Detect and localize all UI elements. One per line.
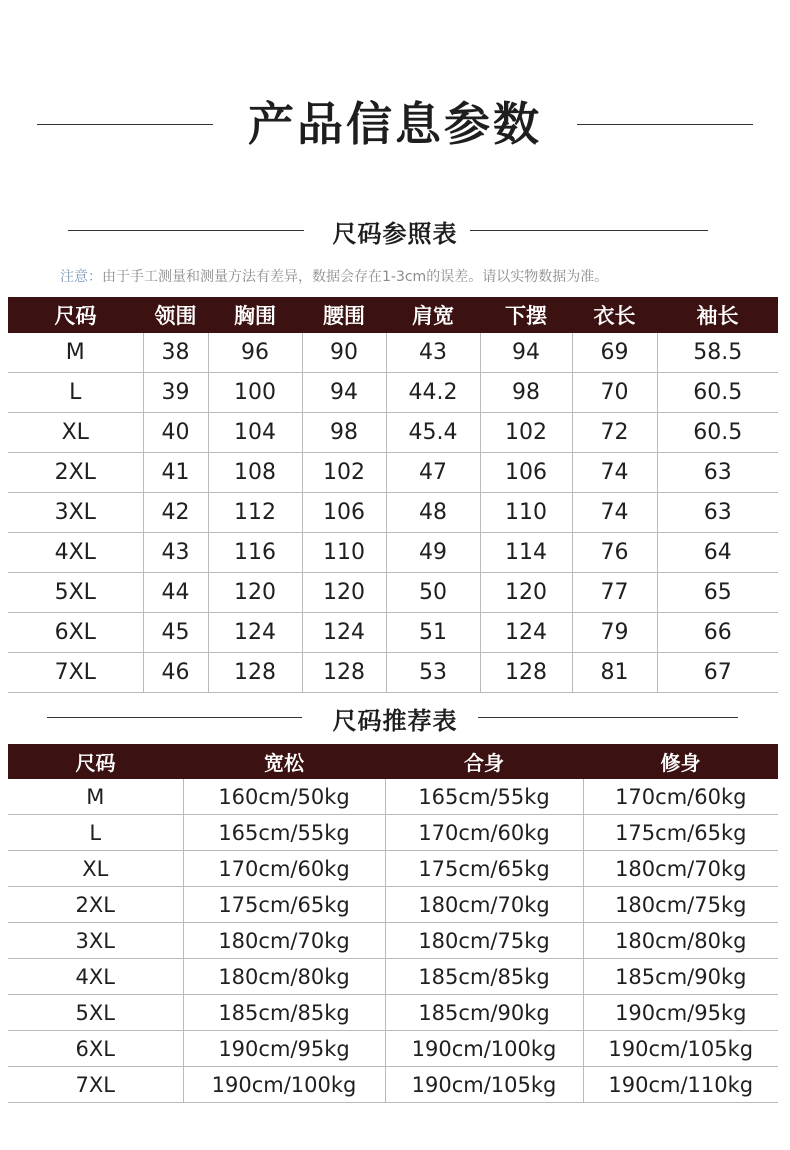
header-cell: 胸围 <box>208 297 302 333</box>
value-cell: 96 <box>208 333 302 373</box>
value-cell: 180cm/70kg <box>183 923 385 959</box>
value-cell: 124 <box>302 613 386 653</box>
value-cell: 66 <box>657 613 778 653</box>
table-row <box>8 923 778 959</box>
size-cell: 2XL <box>8 887 183 923</box>
value-cell: 40 <box>143 413 208 453</box>
recommend-chart-header-row <box>8 744 778 779</box>
size-cell: L <box>8 373 143 413</box>
value-cell: 58.5 <box>657 333 778 373</box>
table-row <box>8 1067 778 1103</box>
value-cell: 180cm/75kg <box>583 887 778 923</box>
header-cell: 尺码 <box>8 744 183 779</box>
value-cell: 128 <box>480 653 572 693</box>
value-cell: 114 <box>480 533 572 573</box>
page-title: 产品信息参数 <box>248 97 542 151</box>
value-cell: 63 <box>657 453 778 493</box>
value-cell: 38 <box>143 333 208 373</box>
size-chart-table <box>8 297 778 693</box>
table-row <box>8 413 778 453</box>
value-cell: 94 <box>480 333 572 373</box>
value-cell: 128 <box>208 653 302 693</box>
value-cell: 63 <box>657 493 778 533</box>
size-cell: 3XL <box>8 493 143 533</box>
value-cell: 94 <box>302 373 386 413</box>
size-cell: 5XL <box>8 573 143 613</box>
value-cell: 90 <box>302 333 386 373</box>
value-cell: 60.5 <box>657 413 778 453</box>
value-cell: 120 <box>302 573 386 613</box>
value-cell: 190cm/95kg <box>183 1031 385 1067</box>
value-cell: 44.2 <box>386 373 480 413</box>
value-cell: 180cm/70kg <box>583 851 778 887</box>
value-cell: 48 <box>386 493 480 533</box>
table-row <box>8 533 778 573</box>
table-row <box>8 851 778 887</box>
measurement-note <box>60 266 608 286</box>
header-cell: 尺码 <box>8 297 143 333</box>
size-chart-title: 尺码参照表 <box>332 220 458 248</box>
value-cell: 102 <box>480 413 572 453</box>
value-cell: 112 <box>208 493 302 533</box>
size-cell: 7XL <box>8 1067 183 1103</box>
value-cell: 108 <box>208 453 302 493</box>
value-cell: 45.4 <box>386 413 480 453</box>
value-cell: 124 <box>208 613 302 653</box>
value-cell: 51 <box>386 613 480 653</box>
value-cell: 120 <box>480 573 572 613</box>
value-cell: 42 <box>143 493 208 533</box>
value-cell: 175cm/65kg <box>583 815 778 851</box>
value-cell: 69 <box>572 333 657 373</box>
value-cell: 98 <box>480 373 572 413</box>
value-cell: 170cm/60kg <box>183 851 385 887</box>
table-row <box>8 493 778 533</box>
value-cell: 190cm/105kg <box>583 1031 778 1067</box>
table-row <box>8 815 778 851</box>
table-row <box>8 779 778 815</box>
value-cell: 190cm/105kg <box>385 1067 583 1103</box>
header-cell: 肩宽 <box>386 297 480 333</box>
value-cell: 72 <box>572 413 657 453</box>
size-cell: 6XL <box>8 1031 183 1067</box>
value-cell: 128 <box>302 653 386 693</box>
value-cell: 160cm/50kg <box>183 779 385 815</box>
value-cell: 190cm/100kg <box>385 1031 583 1067</box>
note-label: 注意： <box>60 269 102 285</box>
value-cell: 116 <box>208 533 302 573</box>
size-cell: 3XL <box>8 923 183 959</box>
value-cell: 106 <box>302 493 386 533</box>
recommend-chart-title: 尺码推荐表 <box>332 707 458 735</box>
value-cell: 102 <box>302 453 386 493</box>
size-cell: 5XL <box>8 995 183 1031</box>
value-cell: 180cm/80kg <box>183 959 385 995</box>
value-cell: 46 <box>143 653 208 693</box>
value-cell: 170cm/60kg <box>583 779 778 815</box>
value-cell: 185cm/90kg <box>385 995 583 1031</box>
table-row <box>8 453 778 493</box>
value-cell: 110 <box>480 493 572 533</box>
value-cell: 81 <box>572 653 657 693</box>
value-cell: 120 <box>208 573 302 613</box>
table-row <box>8 959 778 995</box>
value-cell: 180cm/70kg <box>385 887 583 923</box>
size-cell: 6XL <box>8 613 143 653</box>
size-cell: 4XL <box>8 959 183 995</box>
value-cell: 74 <box>572 493 657 533</box>
size-cell: XL <box>8 851 183 887</box>
table-row <box>8 887 778 923</box>
size-cell: 2XL <box>8 453 143 493</box>
value-cell: 76 <box>572 533 657 573</box>
value-cell: 44 <box>143 573 208 613</box>
value-cell: 185cm/90kg <box>583 959 778 995</box>
value-cell: 50 <box>386 573 480 613</box>
value-cell: 77 <box>572 573 657 613</box>
value-cell: 190cm/100kg <box>183 1067 385 1103</box>
value-cell: 165cm/55kg <box>385 779 583 815</box>
value-cell: 60.5 <box>657 373 778 413</box>
value-cell: 39 <box>143 373 208 413</box>
size-chart-right-rule <box>470 230 708 231</box>
value-cell: 65 <box>657 573 778 613</box>
value-cell: 43 <box>386 333 480 373</box>
value-cell: 70 <box>572 373 657 413</box>
table-row <box>8 613 778 653</box>
value-cell: 175cm/65kg <box>183 887 385 923</box>
header-cell: 衣长 <box>572 297 657 333</box>
table-row <box>8 653 778 693</box>
value-cell: 67 <box>657 653 778 693</box>
value-cell: 49 <box>386 533 480 573</box>
value-cell: 180cm/80kg <box>583 923 778 959</box>
size-cell: M <box>8 779 183 815</box>
size-cell: XL <box>8 413 143 453</box>
value-cell: 100 <box>208 373 302 413</box>
value-cell: 190cm/110kg <box>583 1067 778 1103</box>
value-cell: 190cm/95kg <box>583 995 778 1031</box>
value-cell: 175cm/65kg <box>385 851 583 887</box>
size-chart-header-row <box>8 297 778 333</box>
value-cell: 47 <box>386 453 480 493</box>
table-row <box>8 1031 778 1067</box>
table-row <box>8 333 778 373</box>
value-cell: 124 <box>480 613 572 653</box>
recommend-chart-table <box>8 744 778 1103</box>
header-cell: 腰围 <box>302 297 386 333</box>
value-cell: 53 <box>386 653 480 693</box>
size-cell: L <box>8 815 183 851</box>
header-cell: 下摆 <box>480 297 572 333</box>
note-text: 由于手工测量和测量方法有差异，数据会存在1-3cm的误差。请以实物数据为准。 <box>102 269 609 285</box>
header-cell: 修身 <box>583 744 778 779</box>
size-cell: 7XL <box>8 653 143 693</box>
table-row <box>8 373 778 413</box>
value-cell: 79 <box>572 613 657 653</box>
main-title-right-rule <box>577 124 753 125</box>
value-cell: 98 <box>302 413 386 453</box>
value-cell: 104 <box>208 413 302 453</box>
size-cell: 4XL <box>8 533 143 573</box>
value-cell: 45 <box>143 613 208 653</box>
value-cell: 106 <box>480 453 572 493</box>
value-cell: 74 <box>572 453 657 493</box>
value-cell: 41 <box>143 453 208 493</box>
header-cell: 袖长 <box>657 297 778 333</box>
value-cell: 185cm/85kg <box>385 959 583 995</box>
value-cell: 180cm/75kg <box>385 923 583 959</box>
size-cell: M <box>8 333 143 373</box>
value-cell: 170cm/60kg <box>385 815 583 851</box>
header-cell: 合身 <box>385 744 583 779</box>
header-cell: 宽松 <box>183 744 385 779</box>
value-cell: 165cm/55kg <box>183 815 385 851</box>
table-row <box>8 995 778 1031</box>
recommend-chart-right-rule <box>478 717 738 718</box>
value-cell: 185cm/85kg <box>183 995 385 1031</box>
value-cell: 110 <box>302 533 386 573</box>
header-cell: 领围 <box>143 297 208 333</box>
value-cell: 64 <box>657 533 778 573</box>
table-row <box>8 573 778 613</box>
value-cell: 43 <box>143 533 208 573</box>
